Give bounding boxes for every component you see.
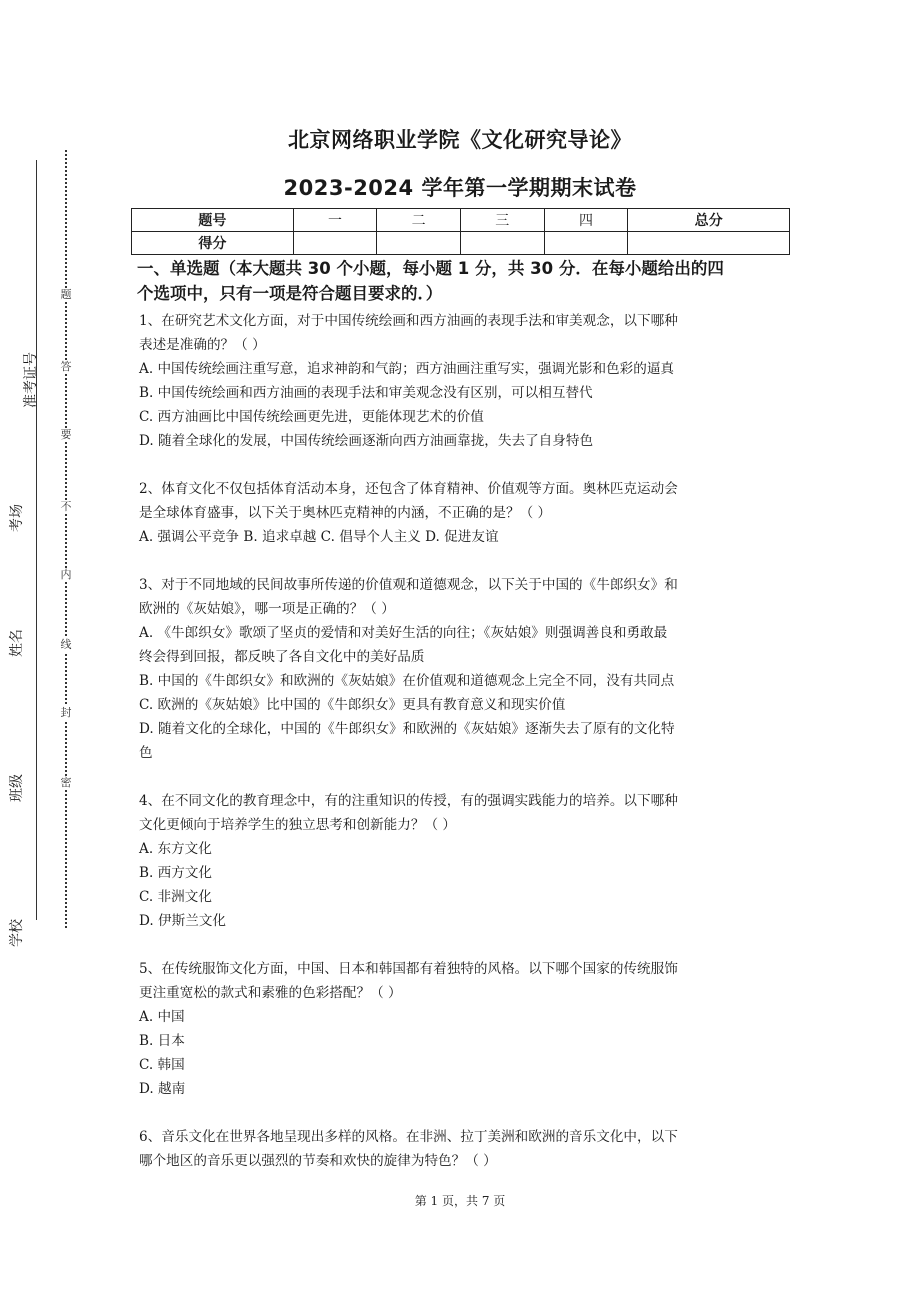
binding-word: 封 [60,706,72,719]
question-text: 表述是准确的？（ ） [139,337,266,353]
section-heading [137,256,784,306]
score-table-cell: 三 [460,209,544,232]
question-1 [139,309,784,453]
option: D. 越南 [139,1081,186,1097]
score-table-cell: 一 [293,209,377,232]
binding-word: 线 [60,638,72,651]
option: C. 欧洲的《灰姑娘》比中国的《牛郎织女》更具有教育意义和现实价值 [139,697,566,713]
section-heading-line: 一、单选题（本大题共 30 个小题，每小题 1 分，共 30 分．在每小题给出的四 [137,259,724,278]
option: 色 [139,745,153,761]
option: 终会得到回报，都反映了各自文化中的美好品质 [139,649,425,665]
option: C. 西方油画比中国传统绘画更先进，更能体现艺术的价值 [139,409,484,425]
question-text: 文化更倾向于培养学生的独立思考和创新能力？（ ） [139,817,456,833]
score-table-header-row [132,209,790,232]
exam-subtitle: 2023-2024 学年第一学期期末试卷 [283,176,637,200]
option: A. 中国传统绘画注重写意，追求神韵和气韵；西方油画注重写实，强调光影和色彩的逼真 [139,361,675,377]
binding-dotted-line [65,150,67,928]
option: C. 韩国 [139,1057,185,1073]
question-3 [139,573,784,765]
option: A. 东方文化 [139,841,212,857]
exam-room-label: 考场 [9,504,25,532]
binding-underline [36,160,37,920]
page-footer: 第 1 页，共 7 页 [414,1194,506,1208]
option: B. 中国的《牛郎织女》和欧洲的《灰姑娘》在价值观和道德观念上完全不同，没有共同点 [139,673,675,689]
score-entry-cell[interactable] [544,232,628,255]
option: C. 非洲文化 [139,889,212,905]
question-text: 是全球体育盛事，以下关于奥林匹克精神的内涵，不正确的是？（ ） [139,505,552,521]
question-text: 5、在传统服饰文化方面，中国、日本和韩国都有着独特的风格。以下哪个国家的传统服饰 [139,961,678,977]
score-entry-cell[interactable] [628,232,790,255]
option: A. 中国 [139,1009,185,1025]
section-heading-line: 个选项中，只有一项是符合题目要求的．） [137,284,443,303]
score-table-score-row [132,232,790,255]
question-text: 2、体育文化不仅包括体育活动本身，还包含了体育精神、价值观等方面。奥林匹克运动会 [139,481,678,497]
score-entry-cell[interactable] [460,232,544,255]
score-table-cell: 总分 [628,209,790,232]
score-entry-cell[interactable] [293,232,377,255]
exam-content [139,256,784,1173]
option: B. 日本 [139,1033,185,1049]
question-4 [139,789,784,933]
option: D. 随着全球化的发展，中国传统绘画逐渐向西方油画靠拢，失去了自身特色 [139,433,594,449]
question-text: 更注重宽松的款式和素雅的色彩搭配？（ ） [139,985,402,1001]
binding-word: 内 [60,568,72,581]
score-table-cell: 得分 [132,232,294,255]
binding-word: 要 [60,428,72,441]
question-text: 4、在不同文化的教育理念中，有的注重知识的传授，有的强调实践能力的培养。以下哪种 [139,793,678,809]
question-text: 3、对于不同地域的民间故事所传递的价值观和道德观念，以下关于中国的《牛郎织女》和 [139,577,678,593]
score-entry-cell[interactable] [377,232,461,255]
exam-number-label: 准考证号 [23,352,39,408]
exam-title: 北京网络职业学院《文化研究导论》 [288,128,632,152]
score-table-cell: 四 [544,209,628,232]
question-text: 欧洲的《灰姑娘》，哪一项是正确的？（ ） [139,601,395,617]
option: A. 《牛郎织女》歌颂了坚贞的爱情和对美好生活的向往；《灰姑娘》则强调善良和勇敢最 [139,625,668,641]
score-table-cell: 题号 [132,209,294,232]
binding-word: 答 [60,360,72,373]
question-text: 哪个地区的音乐更以强烈的节奏和欢快的旋律为特色？（ ） [139,1153,497,1169]
school-label: 学校 [9,919,25,947]
score-table [131,208,790,255]
name-label: 姓名 [9,629,25,657]
score-table-cell: 二 [377,209,461,232]
class-label: 班级 [9,774,25,802]
question-text: 6、音乐文化在世界各地呈现出多样的风格。在非洲、拉丁美洲和欧洲的音乐文化中，以下 [139,1129,678,1145]
option: B. 西方文化 [139,865,213,881]
question-2 [139,477,784,549]
binding-word: 不 [60,500,72,513]
binding-word: 密 [60,776,72,789]
question-5 [139,957,784,1101]
option: B. 中国传统绘画和西方油画的表现手法和审美观念没有区别，可以相互替代 [139,385,593,401]
binding-word: 题 [60,288,72,301]
question-6 [139,1125,784,1173]
question-text: 1、在研究艺术文化方面，对于中国传统绘画和西方油画的表现手法和审美观念，以下哪种 [139,313,678,329]
option: A. 强调公平竞争 B. 追求卓越 C. 倡导个人主义 D. 促进友谊 [139,529,499,545]
option: D. 伊斯兰文化 [139,913,227,929]
option: D. 随着文化的全球化，中国的《牛郎织女》和欧洲的《灰姑娘》逐渐失去了原有的文化特 [139,721,675,737]
